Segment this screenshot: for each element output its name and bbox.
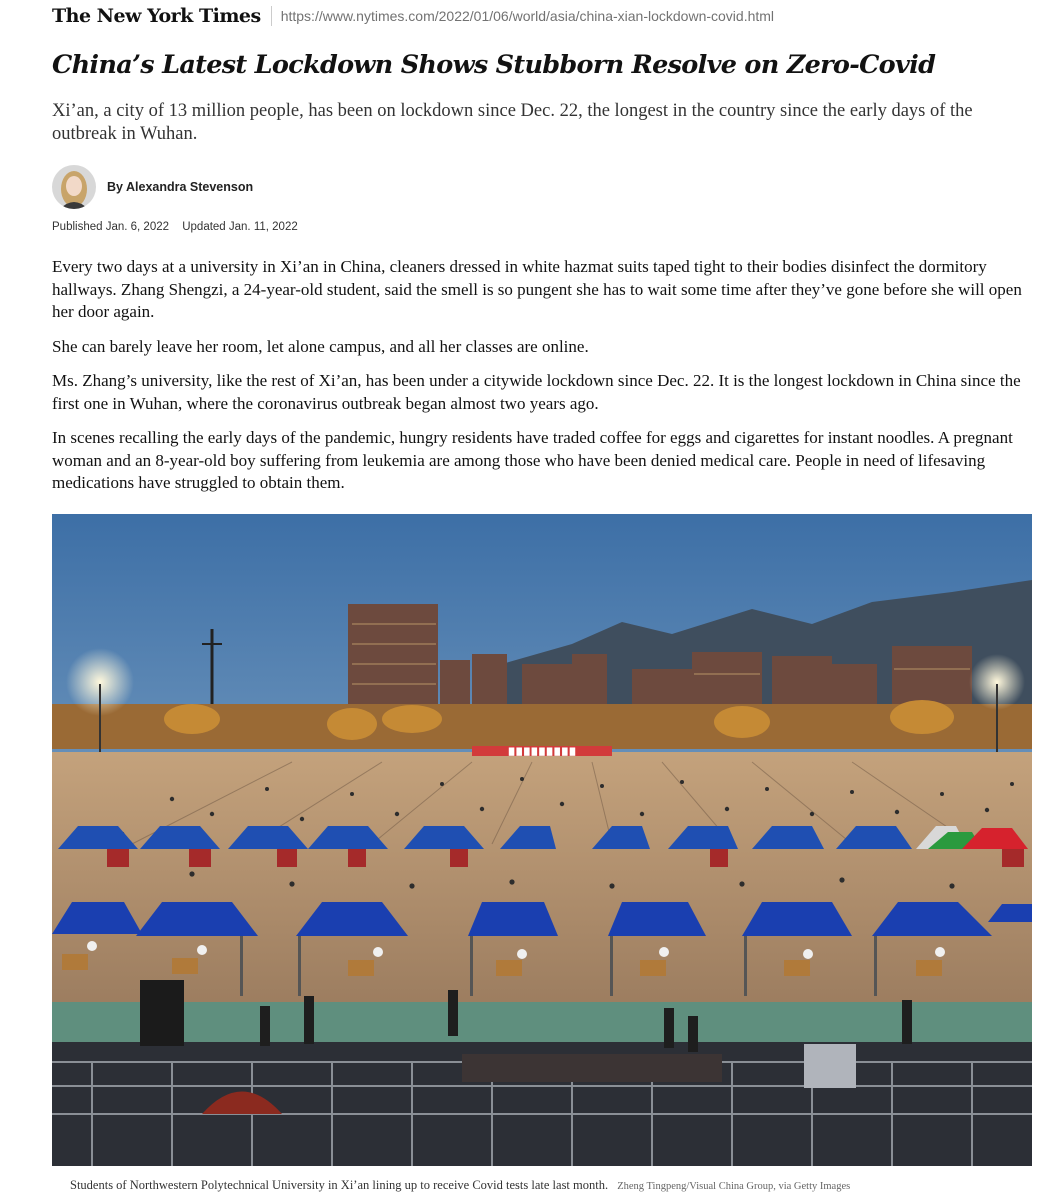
article-paragraph: Ms. Zhang’s university, like the rest of Xi’an, has been under a citywide lockdown since Dec. 22. It is the longest lockdown in China since the first one in Wuhan, where the coronavirus outbreak began almost two years ago. [52,371,1021,413]
byline [52,164,253,210]
divider [271,6,272,26]
photo-credit: Zheng Tingpeng/Visual China Group, via Getty Images [617,1181,851,1192]
updated-date: Updated Jan. 11, 2022 [182,221,298,233]
article-paragraph: She can barely leave her room, let alone campus, and all her classes are online. [52,336,589,356]
article-paragraph: Every two days at a university in Xi’an in China, cleaners dressed in white hazmat suits taped tight to their bodies disinfect the dormitory hallways. Zhang Shengzi, a 24-year-old student, said the smell is so pungent she has to wait some time after they’ve gone before she will open her door again. [52,257,1022,321]
nyt-logo[interactable]: The New York Times [52,5,261,27]
article-summary: Xi’an, a city of 13 million people, has been on lockdown since Dec. 22, the longest in the country since the early days of the outbreak in Wuhan. [52,101,973,144]
banner-text: █ █ █ █ █ █ █ █ █ [508,748,576,756]
article-headline: China’s Latest Lockdown Shows Stubborn Resolve on Zero-Covid [52,50,936,80]
author-portrait-icon [52,165,96,209]
article-body [52,256,1032,507]
article-url[interactable]: https://www.nytimes.com/2022/01/06/world/asia/china-xian-lockdown-covid.html [280,8,775,24]
author-name[interactable]: By Alexandra Stevenson [107,180,254,194]
article-photo [52,514,1032,1166]
top-bar [52,0,1042,32]
published-date: Published Jan. 6, 2022 [52,221,170,233]
caption-text: Students of Northwestern Polytechnical University in Xi’an lining up to receive Covid tests late last month. [70,1178,609,1192]
article-paragraph: In scenes recalling the early days of the pandemic, hungry residents have traded coffee for eggs and cigarettes for instant noodles. A pregnant woman and an 8-year-old boy suffering from leukemia are among those who have been denied medical care. People in need of lifesaving medications have struggled to obtain them. [52,428,1013,492]
dateline [52,221,298,233]
author-avatar[interactable] [52,165,96,209]
